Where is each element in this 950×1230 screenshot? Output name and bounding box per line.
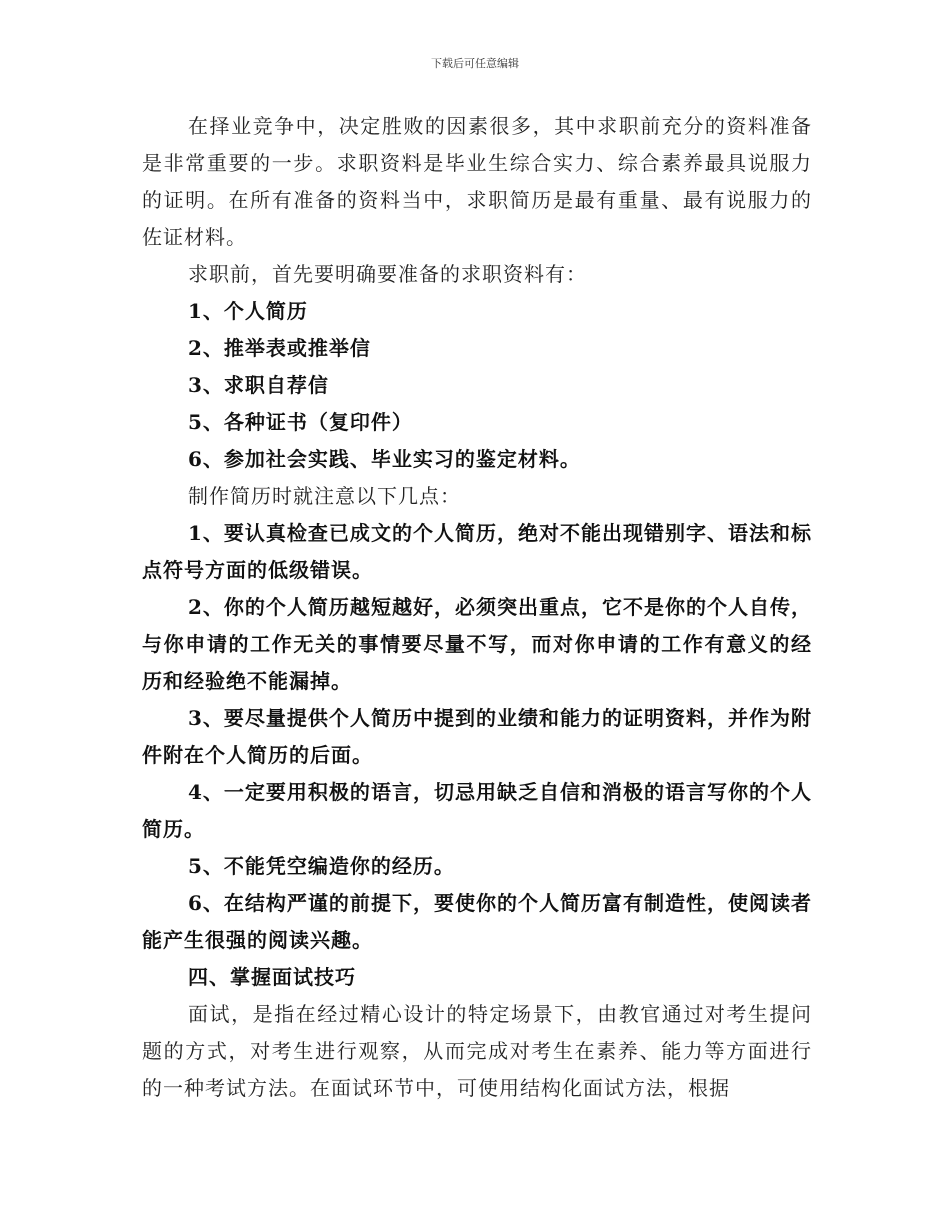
page-header: 下载后可任意编辑	[431, 57, 519, 70]
materials-item: 2、推举表或推举信	[188, 336, 371, 360]
resume-tip: 6、在结构严谨的前提下，要使你的个人简历富有制造性，使阅读者能产生很强的阅读兴趣。	[142, 891, 812, 952]
resume-tip: 1、要认真检查已成文的个人简历，绝对不能出现错别字、语法和标点符号方面的低级错误。	[142, 521, 812, 582]
materials-lead: 求职前，首先要明确要准备的求职资料有：	[188, 262, 587, 286]
materials-item: 1、个人简历	[188, 299, 308, 323]
materials-item: 3、求职自荐信	[188, 373, 329, 397]
resume-tip: 2、你的个人简历越短越好，必须突出重点，它不是你的个人自传，与你申请的工作无关的事情要尽量不写，而对你申请的工作有意义的经历和经验绝不能漏掉。	[142, 595, 812, 693]
document-body	[142, 108, 812, 1107]
section-heading: 四、掌握面试技巧	[188, 965, 356, 989]
resume-tip: 4、一定要用积极的语言，切忌用缺乏自信和消极的语言写你的个人简历。	[142, 780, 812, 841]
resume-tip: 5、不能凭空编造你的经历。	[188, 854, 455, 878]
materials-item: 6、参加社会实践、毕业实习的鉴定材料。	[188, 447, 581, 471]
resume-tips-lead: 制作简历时就注意以下几点：	[188, 484, 461, 508]
interview-paragraph: 面试，是指在经过精心设计的特定场景下，由教官通过对考生提问题的方式，对考生进行观察，从而完成对考生在素养、能力等方面进行的一种考试方法。在面试环节中，可使用结构化面试方法，根据	[142, 1002, 812, 1100]
materials-item: 5、各种证书（复印件）	[188, 410, 413, 434]
resume-tip: 3、要尽量提供个人简历中提到的业绩和能力的证明资料，并作为附件附在个人简历的后面。	[142, 706, 812, 767]
intro-paragraph: 在择业竞争中，决定胜败的因素很多，其中求职前充分的资料准备是非常重要的一步。求职资料是毕业生综合实力、综合素养最具说服力的证明。在所有准备的资料当中，求职简历是最有重量、最有说服力的佐证材料。	[142, 114, 812, 249]
